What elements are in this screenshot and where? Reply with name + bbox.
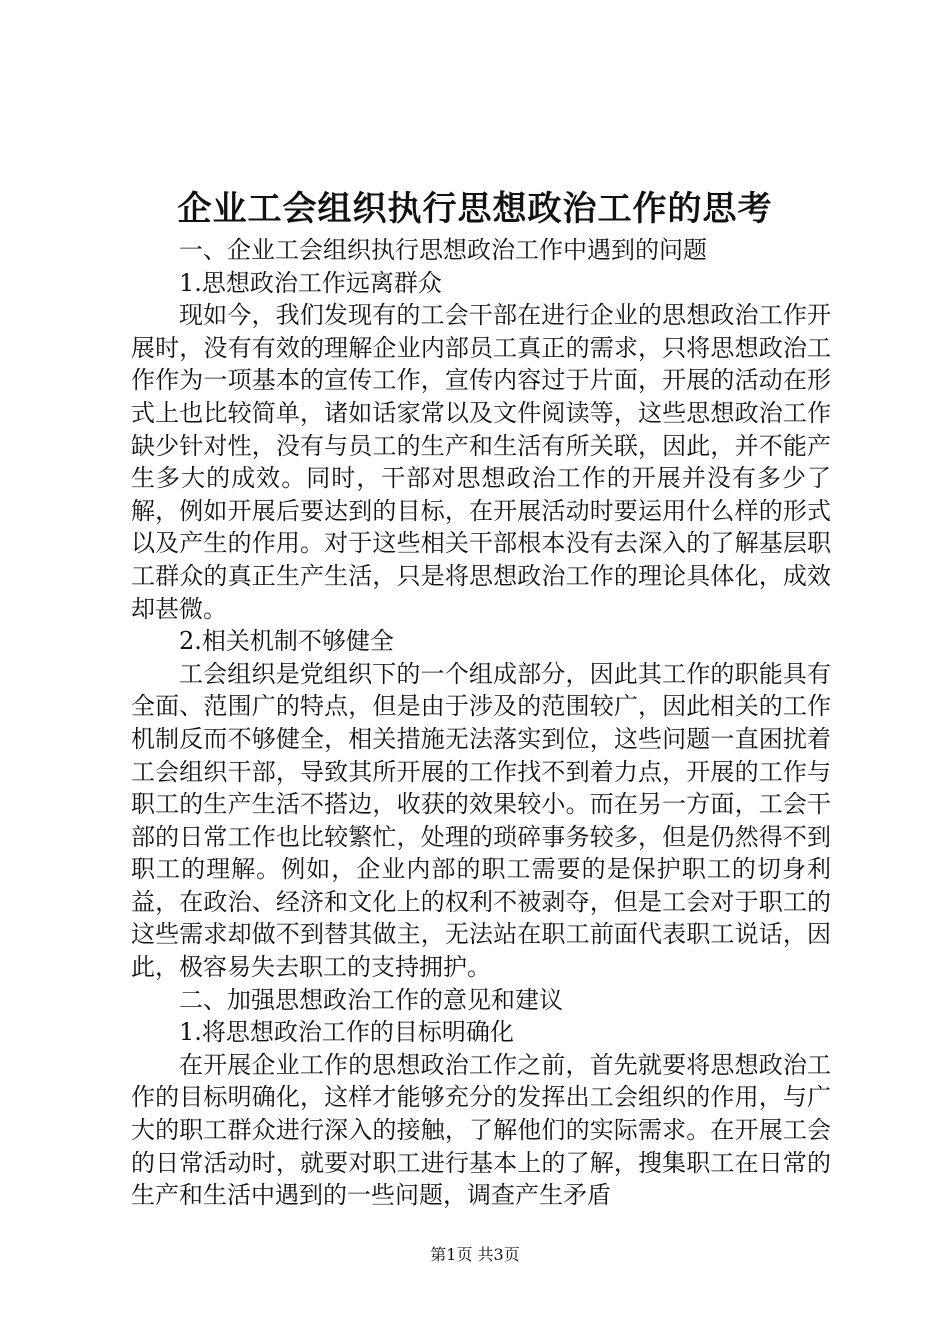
body-paragraph-2: 工会组织是党组织下的一个组成部分，因此其工作的职能具有全面、范围广的特点，但是由于涉及的范围较广，因此相关的工作机制反而不够健全，相关措施无法落实到位，这些问题一直困扰着工会组织干部，导致其所开展的工作找不到着力点，开展的工作与职工的生产生活不搭边，收获的效果较小。而在另一方面，工会干部的日常工作也比较繁忙，处理的琐碎事务较多，但是仍然得不到职工的理解。例如，企业内部的职工需要的是保护职工的切身利益，在政治、经济和文化上的权利不被剥夺，但是工会对于职工的这些需求却做不到替其做主，无法站在职工前面代表职工说话，因此，极容易失去职工的支持拥护。: [131, 659, 831, 982]
section-heading-2: 二、加强思想政治工作的意见和建议: [179, 985, 563, 1014]
document-title: 企业工会组织执行思想政治工作的思考: [177, 189, 773, 229]
subsection-heading-1-1: 1.思想政治工作远离群众: [179, 268, 442, 297]
subsection-heading-2-1: 1.将思想政治工作的目标明确化: [179, 1018, 514, 1047]
document-body: [131, 234, 831, 1212]
body-paragraph-1: 现如今，我们发现有的工会干部在进行企业的思想政治工作开展时，没有有效的理解企业内部员工真正的需求，只将思想政治工作作为一项基本的宣传工作，宣传内容过于片面，开展的活动在形式上也比较简单，诸如话家常以及文件阅读等，这些思想政治工作缺少针对性，没有与员工的生产和生活有所关联，因此，并不能产生多大的成效。同时，干部对思想政治工作的开展并没有多少了解，例如开展后要达到的目标，在开展活动时要运用什么样的形式以及产生的作用。对于这些相关干部根本没有去深入的了解基层职工群众的真正生产生活，只是将思想政治工作的理论具体化，成效却甚微。: [131, 301, 831, 623]
page-footer: 第1页 共3页: [430, 1245, 520, 1264]
section-heading-1: 一、企业工会组织执行思想政治工作中遇到的问题: [179, 236, 707, 264]
subsection-heading-1-2: 2.相关机制不够健全: [179, 627, 394, 656]
body-paragraph-3: 在开展企业工作的思想政治工作之前，首先就要将思想政治工作的目标明确化，这样才能够充分的发挥出工会组织的作用，与广大的职工群众进行深入的接触，了解他们的实际需求。在开展工会的日常活动时，就要对职工进行基本上的了解，搜集职工在日常的生产和生活中遇到的一些问题，调查产生矛盾: [131, 1050, 831, 1210]
